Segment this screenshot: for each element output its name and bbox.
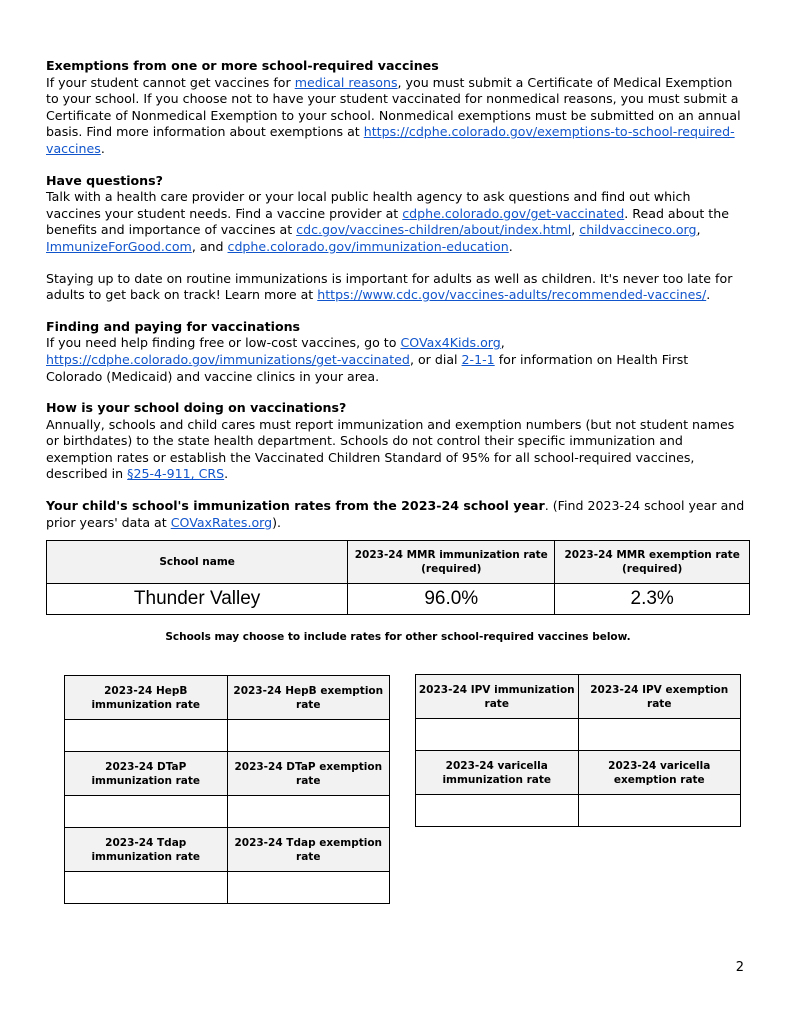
questions-text-4: , <box>696 222 701 238</box>
paying-text-2: , <box>500 335 505 351</box>
exemptions-paragraph <box>46 75 746 158</box>
varicella-immunization-cell <box>416 795 579 827</box>
dial-211-link[interactable]: 2-1-1 <box>461 351 495 367</box>
ipv-exemption-cell <box>578 719 741 751</box>
immunizeforgood-link[interactable]: ImmunizeForGood.com <box>46 238 192 254</box>
tdap-exemption-cell <box>227 872 390 904</box>
immunization-education-link[interactable]: cdphe.colorado.gov/immunization-education <box>227 238 509 254</box>
childvaccineco-link[interactable]: childvaccineco.org <box>579 222 697 238</box>
mmr-header-row <box>47 541 750 584</box>
tdap-immunization-cell <box>65 872 228 904</box>
adults-section <box>46 271 746 304</box>
cdc-adults-link[interactable]: https://www.cdc.gov/vaccines-adults/recommended-vaccines/ <box>317 287 707 303</box>
dtap-immunization-cell <box>65 796 228 828</box>
exemptions-heading: Exemptions from one or more school-required vaccines <box>46 58 439 73</box>
optional-rates-note: Schools may choose to include rates for other school-required vaccines below. <box>165 631 631 643</box>
tdap-immunization-header: 2023-24 Tdap immunization rate <box>65 828 228 872</box>
covaxrates-link[interactable]: COVaxRates.org <box>170 514 273 530</box>
exemptions-section <box>46 58 746 158</box>
get-vaccinated-link[interactable]: cdphe.colorado.gov/get-vaccinated <box>402 205 625 221</box>
school-name-header: School name <box>47 541 348 584</box>
mmr-rates-table <box>46 540 750 615</box>
paying-text-3: , or dial <box>409 351 462 367</box>
optional-rates-left-table <box>64 675 390 904</box>
questions-text-2: . Read about the benefits and importance of vaccines at <box>46 205 729 238</box>
page-number: 2 <box>735 960 744 975</box>
paying-section <box>46 319 746 385</box>
mmr-immunization-header: 2023-24 MMR immunization rate (required) <box>348 541 555 584</box>
paying-text-1: If you need help finding free or low-cost vaccines, go to <box>46 335 401 351</box>
medical-reasons-link[interactable]: medical reasons <box>294 74 398 90</box>
rates-intro-text-1: . (Find 2023-24 school year and prior years' data at <box>46 498 745 530</box>
hepb-immunization-cell <box>65 720 228 752</box>
tdap-exemption-header: 2023-24 Tdap exemption rate <box>227 828 390 872</box>
tdap-value-row <box>65 872 390 904</box>
exemptions-info-link[interactable]: https://cdphe.colorado.gov/exemptions-to-school-required-vaccines <box>46 124 735 156</box>
hepb-value-row <box>65 720 390 752</box>
dtap-exemption-cell <box>227 796 390 828</box>
school-paragraph <box>46 417 746 483</box>
dtap-header-row <box>65 752 390 796</box>
paying-heading: Finding and paying for vaccinations <box>46 318 301 334</box>
rates-intro-bold: Your child's school's immunization rates from the 2023-24 school year <box>46 498 545 514</box>
questions-paragraph <box>46 189 746 255</box>
mmr-immunization-value: 96.0% <box>348 584 555 615</box>
exemptions-text-3: . <box>100 140 105 156</box>
school-heading: How is your school doing on vaccinations? <box>46 400 347 416</box>
varicella-value-row <box>416 795 741 827</box>
exemptions-text-2: , you must submit a Certificate of Medical Exemption to your school. If you choose not to have your student vaccinated for nonmedical reasons, you must submit a Certificate of Nonmedical Exemption to your school. Nonmedical exemptions must be submitted on an annual basis. Find more information about exemptions at <box>46 74 741 140</box>
school-section <box>46 400 746 483</box>
paying-paragraph <box>46 335 746 385</box>
varicella-exemption-header: 2023-24 varicella exemption rate <box>578 751 741 795</box>
questions-section <box>46 173 746 256</box>
school-name-value: Thunder Valley <box>47 584 348 615</box>
varicella-header-row <box>416 751 741 795</box>
ipv-immunization-cell <box>416 719 579 751</box>
immunizations-get-vaccinated-link[interactable]: https://cdphe.colorado.gov/immunizations/get-vaccinated <box>46 351 410 367</box>
dtap-value-row <box>65 796 390 828</box>
rates-intro-text-2: ). <box>272 514 282 530</box>
adults-text-2: . <box>706 287 711 303</box>
hepb-header-row <box>65 676 390 720</box>
hepb-immunization-header: 2023-24 HepB immunization rate <box>65 676 228 720</box>
school-text-1: Annually, schools and child cares must report immunization and exemption numbers (but not student names or birthdates) to the state health department. Schools do not control their specific immunization and exemption rates or establish the Vaccinated Children Standard of 95% for all school-required vaccines, described in <box>46 416 735 482</box>
document-body <box>46 58 746 546</box>
ipv-value-row <box>416 719 741 751</box>
covax4kids-link[interactable]: COVax4Kids.org <box>400 335 501 351</box>
tdap-header-row <box>65 828 390 872</box>
questions-heading: Have questions? <box>46 172 163 188</box>
adults-text-1: Staying up to date on routine immunizations is important for adults as well as children. It's never too late for adults to get back on track! Learn more at <box>46 270 733 303</box>
crs-statute-link[interactable]: §25-4-911, CRS <box>127 466 225 482</box>
exemptions-text-1: If your student cannot get vaccines for <box>46 74 295 90</box>
optional-rates-right-table <box>415 674 741 827</box>
questions-text-1: Talk with a health care provider or your local public health agency to ask questions and find out which vaccines your student needs. Find a vaccine provider at <box>46 189 691 221</box>
mmr-exemption-value: 2.3% <box>555 584 750 615</box>
rates-intro-section <box>46 498 746 531</box>
questions-text-3: , <box>571 222 580 238</box>
mmr-value-row <box>47 584 750 615</box>
cdc-children-link[interactable]: cdc.gov/vaccines-children/about/index.html <box>296 222 572 238</box>
paying-text-4: for information on Health First Colorado (Medicaid) and vaccine clinics in your area. <box>46 351 689 384</box>
varicella-immunization-header: 2023-24 varicella immunization rate <box>416 751 579 795</box>
ipv-exemption-header: 2023-24 IPV exemption rate <box>578 675 741 719</box>
hepb-exemption-cell <box>227 720 390 752</box>
mmr-exemption-header: 2023-24 MMR exemption rate (required) <box>555 541 750 584</box>
hepb-exemption-header: 2023-24 HepB exemption rate <box>227 676 390 720</box>
ipv-immunization-header: 2023-24 IPV immunization rate <box>416 675 579 719</box>
dtap-immunization-header: 2023-24 DTaP immunization rate <box>65 752 228 796</box>
questions-text-6: . <box>508 238 513 254</box>
adults-paragraph <box>46 271 746 304</box>
rates-intro-paragraph <box>46 498 746 531</box>
school-text-2: . <box>224 466 229 482</box>
questions-text-5: , and <box>191 238 228 254</box>
ipv-header-row <box>416 675 741 719</box>
varicella-exemption-cell <box>578 795 741 827</box>
dtap-exemption-header: 2023-24 DTaP exemption rate <box>227 752 390 796</box>
